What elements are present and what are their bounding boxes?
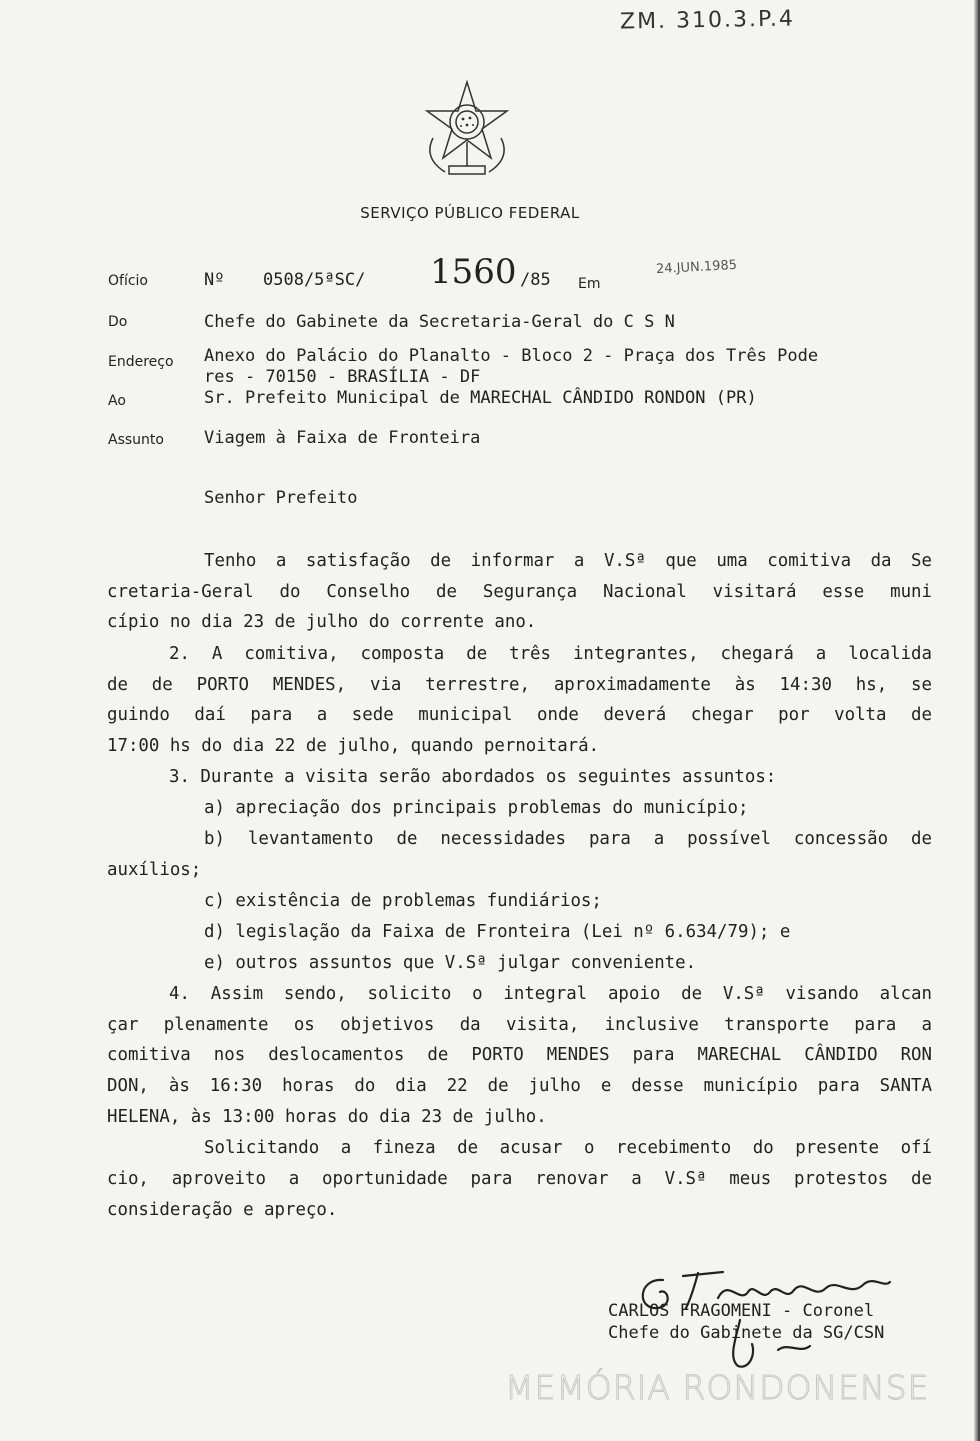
body-line: 17:00 hs do dia 22 de julho, quando pernoitará. bbox=[107, 736, 600, 756]
watermark: MEMÓRIA RONDONENSE bbox=[505, 1368, 930, 1407]
service-title: SERVIÇO PÚBLICO FEDERAL bbox=[360, 204, 580, 222]
body-line: 3. Durante a visita serão abordados os seguintes assuntos: bbox=[169, 767, 777, 787]
body-line: cretaria-Geral do Conselho de Segurança Nacional visitará esse muni bbox=[107, 582, 932, 602]
label-ao: Ao bbox=[108, 393, 126, 409]
body-line: de de PORTO MENDES, via terrestre, aproximadamente às 14:30 hs, se bbox=[107, 675, 932, 695]
label-endereco: Endereço bbox=[108, 354, 174, 370]
signer-title: Chefe do Gabinete da SG/CSN bbox=[608, 1323, 885, 1343]
year-suffix: /85 bbox=[520, 270, 551, 290]
label-oficio: Ofício bbox=[108, 273, 148, 289]
number-prefix: Nº bbox=[204, 270, 225, 290]
label-do: Do bbox=[108, 314, 128, 330]
handwritten-reference: ZM. 310.3.P.4 bbox=[619, 6, 796, 35]
address-line-1: Anexo do Palácio do Planalto - Bloco 2 - Praça dos Três Pode bbox=[204, 346, 819, 366]
subject-value: Viagem à Faixa de Fronteira bbox=[204, 428, 481, 448]
page-edge-shadow bbox=[974, 0, 978, 1441]
body-line: c) existência de problemas fundiários; bbox=[204, 891, 602, 911]
body-line: HELENA, às 13:00 horas do dia 23 de julho. bbox=[107, 1107, 547, 1127]
body-line: consideração e apreço. bbox=[107, 1200, 338, 1220]
body-line: guindo daí para a sede municipal onde deverá chegar por volta de bbox=[107, 705, 932, 725]
body-line: 2. A comitiva, composta de três integrantes, chegará a localida bbox=[169, 644, 932, 664]
to-value: Sr. Prefeito Municipal de MARECHAL CÂNDIDO RONDON (PR) bbox=[204, 388, 757, 408]
label-em: Em bbox=[578, 276, 601, 292]
date-stamp: 24.JUN.1985 bbox=[655, 257, 738, 278]
body-line: 4. Assim sendo, solicito o integral apoio de V.Sª visando alcan bbox=[169, 984, 932, 1004]
body-line: b) levantamento de necessidades para a possível concessão de bbox=[204, 829, 932, 849]
label-assunto: Assunto bbox=[108, 432, 164, 448]
signature-block bbox=[608, 1300, 884, 1344]
body-line: çar plenamente os objetivos da visita, inclusive transporte para a bbox=[107, 1015, 932, 1035]
body-line: a) apreciação dos principais problemas do município; bbox=[204, 798, 749, 818]
handwritten-number: 1560 bbox=[430, 252, 517, 292]
address-line-2: res - 70150 - BRASÍLIA - DF bbox=[204, 367, 481, 387]
body-line: auxílios; bbox=[107, 860, 202, 880]
body-line: cio, aproveito a oportunidade para renovar a V.Sª meus protestos de bbox=[107, 1169, 932, 1189]
office-code: 0508/5ªSC/ bbox=[263, 270, 366, 290]
salutation: Senhor Prefeito bbox=[204, 488, 358, 508]
signer-name: CARLOS FRAGOMENI - Coronel bbox=[608, 1301, 875, 1321]
body-line: d) legislação da Faixa de Fronteira (Lei nº 6.634/79); e bbox=[204, 922, 791, 942]
body-line: e) outros assuntos que V.Sª julgar conveniente. bbox=[204, 953, 697, 973]
coat-of-arms-icon bbox=[415, 78, 519, 182]
body-line: comitiva nos deslocamentos de PORTO MENDES para MARECHAL CÂNDIDO RON bbox=[107, 1045, 932, 1065]
body-line: Tenho a satisfação de informar a V.Sª que uma comitiva da Se bbox=[204, 551, 932, 571]
body-line: Solicitando a fineza de acusar o recebimento do presente ofí bbox=[204, 1138, 932, 1158]
from-value: Chefe do Gabinete da Secretaria-Geral do C S N bbox=[204, 312, 675, 332]
body-line: cípio no dia 23 de julho do corrente ano. bbox=[107, 612, 537, 632]
body-line: DON, às 16:30 horas do dia 22 de julho e desse município para SANTA bbox=[107, 1076, 932, 1096]
